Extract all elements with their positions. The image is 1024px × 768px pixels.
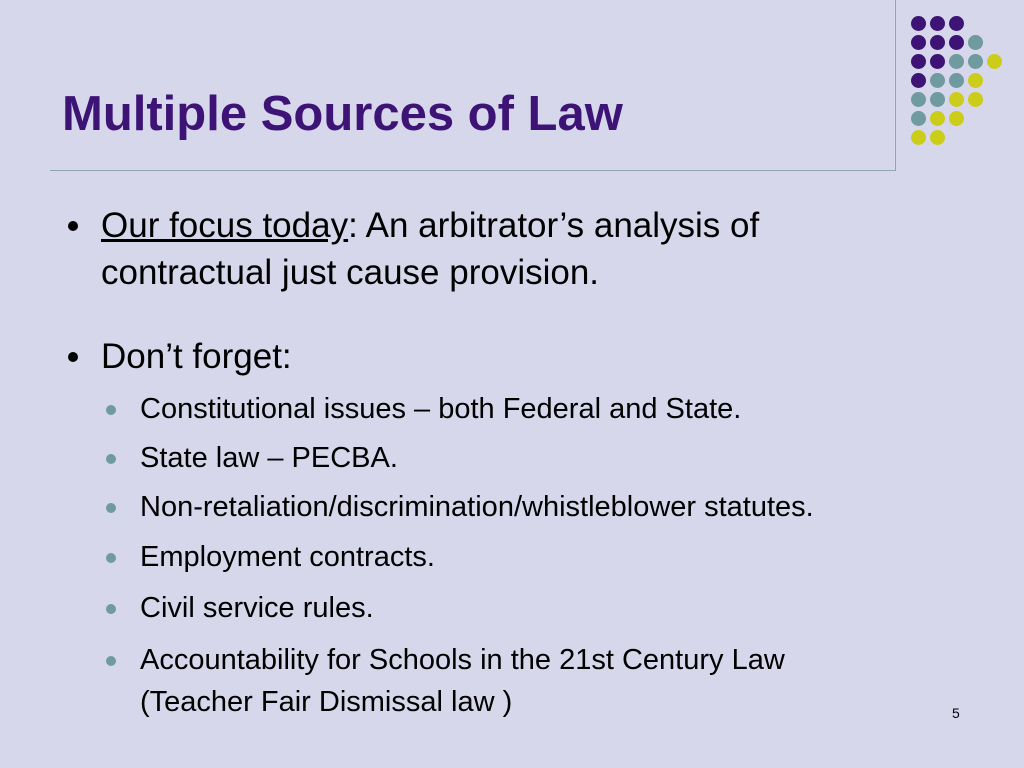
sub-bullet [140,536,990,578]
slide-title: Multiple Sources of Law [62,87,623,141]
sub-bullet-dot-icon [106,454,116,464]
focus-text-line1: : An arbitrator’s analysis of [348,206,760,245]
sub-bullet-dot-icon [106,503,116,513]
dot-teal [911,111,926,126]
dot-yellow [987,54,1002,69]
dot-purple [911,54,926,69]
bullet-dot-icon [68,221,78,231]
sub-bullet-text: Constitutional issues – both Federal and State. [140,393,742,425]
sub-bullet-continuation: (Teacher Fair Dismissal law ) [140,686,513,718]
dot-purple [911,73,926,88]
dot-teal [968,54,983,69]
dot-yellow [930,111,945,126]
sub-bullet-text: Non-retaliation/discrimination/whistleblower statutes. [140,491,814,523]
sub-bullet [140,587,990,629]
dot-teal [949,54,964,69]
sub-bullet-dot-icon [106,656,116,666]
dot-yellow [930,130,945,145]
sub-bullet-text: State law – PECBA. [140,442,398,474]
dot-yellow [949,92,964,107]
dot-purple [930,35,945,50]
dot-purple [911,16,926,31]
dot-teal [968,35,983,50]
dot-purple [930,16,945,31]
dot-teal [930,73,945,88]
sub-bullet-dot-icon [106,604,116,614]
dot-yellow [968,92,983,107]
sub-bullet-dot-icon [106,405,116,415]
sub-bullet [140,639,990,723]
bullet-dont-forget [101,333,981,380]
dot-purple [930,54,945,69]
page-number: 5 [952,705,960,721]
dot-teal [911,92,926,107]
sub-bullet [140,388,990,430]
dot-purple [949,35,964,50]
focus-label: Our focus today [101,206,349,245]
bullet-dot-icon [68,352,78,362]
dot-purple [911,35,926,50]
dot-purple [949,16,964,31]
sub-bullet-text: Accountability for Schools in the 21st Century Law [140,644,785,676]
dot-teal [949,73,964,88]
focus-text-line2: contractual just cause provision. [101,253,600,292]
sub-bullet-dot-icon [106,553,116,563]
dot-yellow [968,73,983,88]
dot-yellow [911,130,926,145]
title-divider [50,170,896,171]
dot-yellow [949,111,964,126]
sub-bullet [140,486,990,528]
dont-forget-text: Don’t forget: [101,337,292,376]
dot-teal [930,92,945,107]
sub-bullet-text: Employment contracts. [140,541,435,573]
bullet-focus-today [101,202,981,296]
title-vertical-rule [895,0,896,171]
sub-bullet [140,437,990,479]
sub-bullet-text: Civil service rules. [140,592,374,624]
